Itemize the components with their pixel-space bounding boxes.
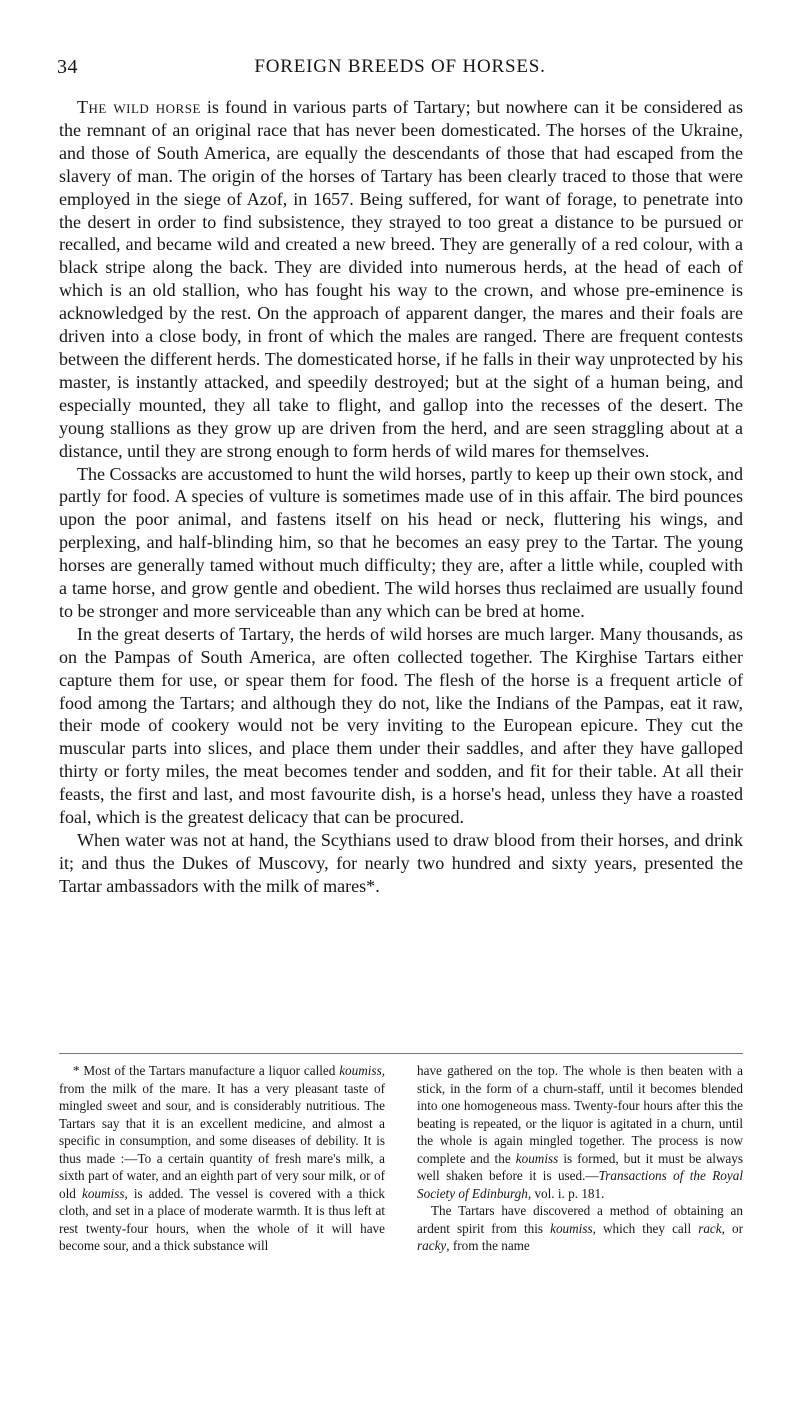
footnote-text: , or xyxy=(721,1220,744,1236)
footnote-term: koumiss xyxy=(515,1150,559,1166)
footnote-term: racky xyxy=(417,1238,447,1253)
footnote-paragraph-continued xyxy=(417,1062,743,1202)
running-title: FOREIGN BREEDS OF HORSES. xyxy=(254,56,546,77)
footnote-text: , is added. The vessel is covered with a thick cloth, and set in a place of moderate warmth. It is thus left at rest twenty-four hours, when the whole of it will have become sour, and a thick substance will xyxy=(59,1185,385,1253)
footnote xyxy=(59,1062,743,1255)
footnote-text: vol. i. p. 181. xyxy=(531,1185,605,1201)
page-number: 34 xyxy=(57,56,78,78)
paragraph-cossacks: The Cossacks are accustomed to hunt the wild horses, partly to keep up their own stock, and partly for food. A species of vulture is sometimes made use of in this affair. The bird pounces upon the poor animal, and fastens itself on his head or neck, fluttering his wings, and perplexing, and half-blinding him, so that he becomes an easy prey to the Tartar. The young horses are generally tamed without much difficulty; they are, after a little while, coupled with a tame horse, and grow gentle and obedient. The wild horses thus reclaimed are usually found to be stronger and more serviceable than any which can be bred at home. xyxy=(59,463,743,621)
footnote-citation: Transactions of the Royal Society of Edinburgh, xyxy=(417,1168,743,1201)
footnote-text: * Most of the Tartars manufacture a liquor called xyxy=(73,1063,340,1078)
paragraph-scythians: When water was not at hand, the Scythians used to draw blood from their horses, and drink it; and thus the Dukes of Muscovy, for nearly two hundred and sixty years, presented the Tartar ambassadors with the milk of mares*. xyxy=(59,830,743,896)
paragraph-lead-in: The wild horse xyxy=(77,97,201,117)
page-header xyxy=(57,56,743,86)
footnote-paragraph xyxy=(59,1062,385,1255)
footnote-term: koumiss xyxy=(339,1063,382,1078)
footnote-text: is formed, but it must be always well shaken before it is used.— xyxy=(417,1150,743,1183)
footnote-term: rack xyxy=(698,1220,722,1236)
paragraph-wild-horse xyxy=(59,96,743,463)
paragraph-text: is found in various parts of Tartary; but nowhere can it be considered as the remnant of an original race that has never been domesticated. The horses of the Ukraine, and those of South America, are equally the descendants of those that had escaped from the slavery of man. The origin of the horses of Tartary has been clearly traced to those that were employed in the siege of Azof, in 1657. Being suffered, for want of forage, to penetrate into the desert in order to find subsistence, they strayed to too great a distance to be pursued or recalled, and became wild and created a new breed. They are generally of a red colour, with a black stripe along the back. They are divided into numerous herds, at the head of each of which is an old stallion, who has fought his way to the crown, and whose pre-eminence is acknowledged by the rest. On the approach of apparent danger, the mares and their foals are driven into a close body, in front of which the males are ranged. There are frequent contests between the different herds. The domesticated horse, if he falls in their way unprotected by his master, is instantly attacked, and speedily destroyed; but at the sight of a human being, and especially mounted, they all take to flight, and gallop into the recesses of the desert. The young stallions as they grow up are driven from the herd, and are seen straggling about at a distance, until they are strong enough to form herds of wild mares for themselves. xyxy=(59,97,744,461)
footnote-text: The Tartars have discovered a method of obtaining an ardent spirit from this xyxy=(417,1203,743,1236)
footnote-text: , from the milk of the mare. It has a very pleasant taste of mingled sweet and sour, and is considerably nutritious. The Tartars say that it is an excellent medicine, and almost a specific in consumption, and some diseases of debility. It is thus made :—To a certain quantity of fresh mare's milk, a sixth part of water, and an eighth part of very sour milk, or of old xyxy=(59,1063,385,1201)
footnote-text: , which they call xyxy=(592,1220,699,1236)
footnote-column-right xyxy=(417,1062,743,1255)
footnote-term: koumiss xyxy=(81,1185,125,1201)
body-text xyxy=(59,96,743,898)
footnote-text: , from the name xyxy=(446,1238,530,1253)
footnote-column-left xyxy=(59,1062,385,1255)
paragraph-tartary-deserts: In the great deserts of Tartary, the herds of wild horses are much larger. Many thousands, as on the Pampas of South America, are often collected together. The Kirghise Tartars either capture them for use, or spear them for food. The flesh of the horse is a frequent article of food among the Tartars; and although they do not, like the Indians of the Pampas, eat it raw, their mode of cookery would not be very inviting to the European epicure. They cut the muscular parts into slices, and place them under their saddles, and after they have galloped thirty or forty miles, the meat becomes tender and sodden, and fit for their table. At all their feasts, the first and last, and most favourite dish, is a horse's head, unless they have a roasted foal, which is the greatest delicacy that can be procured. xyxy=(59,623,743,828)
footnote-paragraph xyxy=(417,1202,743,1255)
footnote-term: koumiss xyxy=(550,1220,593,1236)
footnote-text: have gathered on the top. The whole is then beaten with a stick, in the form of a churn-staff, until it becomes blended into one homogeneous mass. Twenty-four hours after this the beating is repeated, or the liquor is agitated in a churn, until the whole is again mingled together. The process is now complete and the xyxy=(417,1063,743,1166)
footnote-divider xyxy=(59,1053,743,1054)
